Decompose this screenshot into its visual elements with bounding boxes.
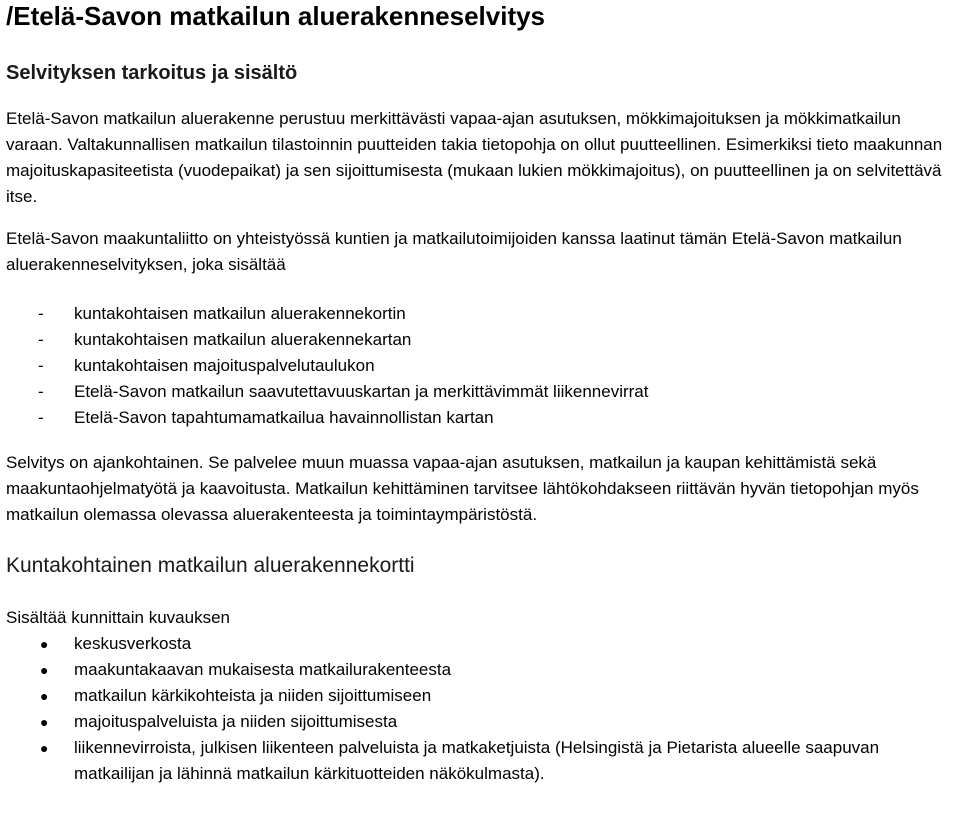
list-item	[6, 657, 954, 683]
description-list	[6, 631, 954, 787]
list-item	[6, 709, 954, 735]
bullet-marker: ●	[40, 662, 49, 678]
list-item-text: kuntakohtaisen matkailun aluerakennekortin	[74, 304, 406, 323]
list-item	[6, 327, 954, 353]
list-item-text: keskusverkosta	[74, 634, 192, 653]
section-heading-purpose: Selvityksen tarkoitus ja sisältö	[6, 62, 298, 84]
list-item-text: maakuntakaavan mukaisesta matkailurakenteesta	[74, 660, 452, 679]
list-item	[6, 631, 954, 657]
list-item	[6, 405, 954, 431]
list-item-text: kuntakohtaisen matkailun aluerakennekartan	[74, 330, 412, 349]
list-item-text: Etelä-Savon tapahtumamatkailua havainnollistan kartan	[74, 408, 494, 427]
list-item-text: majoituspalveluista ja niiden sijoittumisesta	[74, 712, 398, 731]
section-heading-municipal-card: Kuntakohtainen matkailun aluerakennekortti	[6, 554, 415, 577]
dash-marker: -	[38, 330, 44, 349]
list-item	[6, 301, 954, 327]
list-item	[6, 683, 954, 709]
list-item-text: matkailun kärkikohteista ja niiden sijoittumiseen	[74, 686, 432, 705]
dash-marker: -	[38, 356, 44, 375]
bullet-marker: ●	[40, 740, 49, 756]
bullet-marker: ●	[40, 636, 49, 652]
list-item	[6, 379, 954, 405]
document-title: /Etelä-Savon matkailun aluerakenneselvitys	[6, 1, 546, 31]
contents-list	[6, 301, 954, 431]
bullet-marker: ●	[40, 714, 49, 730]
list-item-text: kuntakohtaisen majoituspalvelutaulukon	[74, 356, 375, 375]
section-intro: Sisältää kunnittain kuvauksen	[6, 608, 230, 627]
list-item	[6, 353, 954, 379]
list-item-text: Etelä-Savon matkailun saavutettavuuskartan ja merkittävimmät liikennevirrat	[74, 382, 649, 401]
paragraph-contents: Etelä-Savon maakuntaliitto on yhteistyössä kuntien ja matkailutoimijoiden kanssa laatinut tämän Etelä-Savon matkailun aluerakenneselvityksen, joka sisältää	[6, 229, 902, 274]
dash-marker: -	[38, 382, 44, 401]
list-item	[6, 735, 954, 787]
paragraph-relevance: Selvitys on ajankohtainen. Se palvelee muun muassa vapaa-ajan asutuksen, matkailun ja kaupan kehittämistä sekä maakuntaohjelmatyötä ja kaavoitusta. Matkailun kehittäminen tarvitsee lähtökohdakseen riittävän hyvän tietopohjan myös matkailun olemassa olevassa aluerakenteesta ja toimintaympäristöstä.	[6, 453, 919, 524]
list-item-text: liikennevirroista, julkisen liikenteen palveluista ja matkaketjuista (Helsingistä ja Pietarista alueelle saapuvan matkailijan ja lähinnä matkailun kärkituotteiden näkökulmasta).	[74, 738, 880, 783]
dash-marker: -	[38, 304, 44, 323]
paragraph-intro: Etelä-Savon matkailun aluerakenne perustuu merkittävästi vapaa-ajan asutuksen, mökkimajoituksen ja mökkimatkailun varaan. Valtakunnallisen matkailun tilastoinnin puutteiden takia tietopohja on ollut puutteellinen. Esimerkiksi tieto maakunnan majoituskapasiteetista (vuodepaikat) ja sen sijoittumisesta (mukaan lukien mökkimajoitus), on puutteellinen ja on selvitettävä itse.	[6, 109, 943, 206]
bullet-marker: ●	[40, 688, 49, 704]
dash-marker: -	[38, 408, 44, 427]
